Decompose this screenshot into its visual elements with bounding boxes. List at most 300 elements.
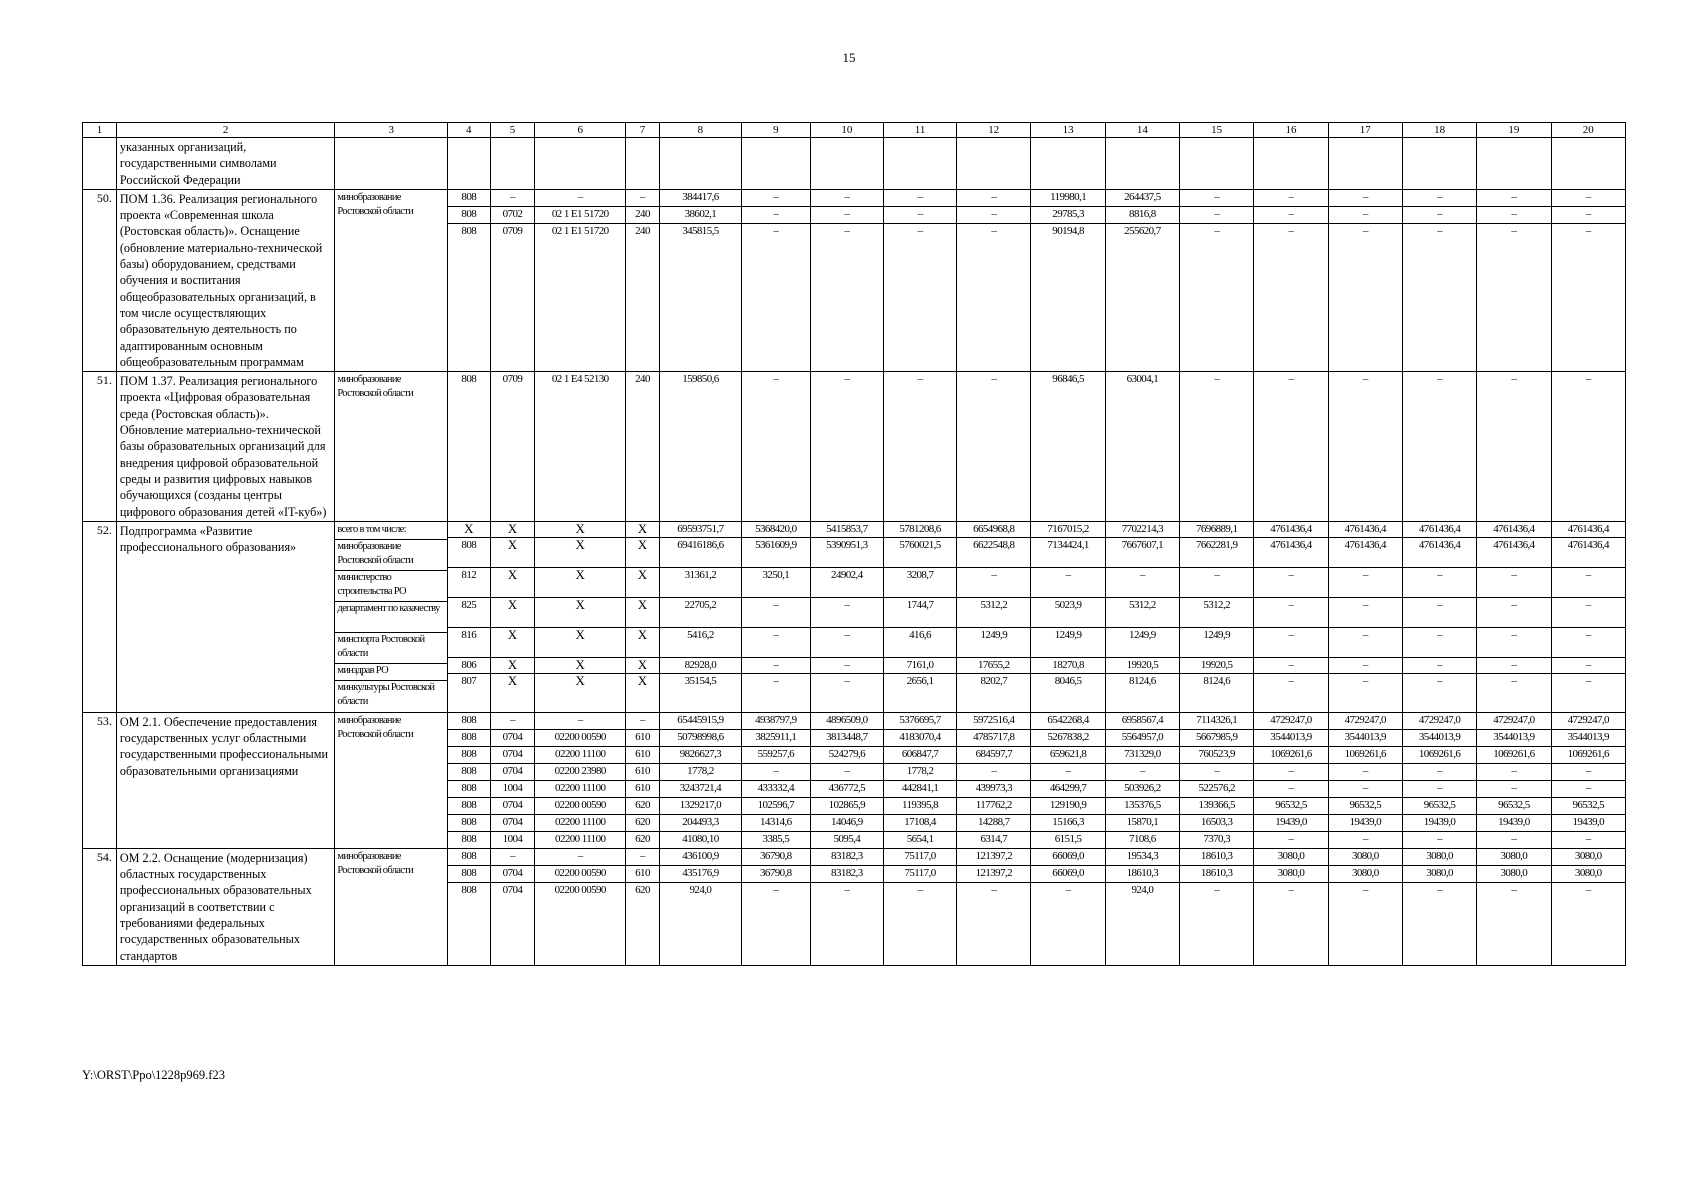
value: 96532,5 (1254, 797, 1327, 814)
value: 75117,0 (884, 849, 956, 866)
value-cell (883, 189, 956, 371)
value: 5312,2 (1180, 597, 1253, 627)
value: 808 (448, 713, 490, 730)
value: – (1362, 373, 1368, 386)
value: 436100,9 (660, 849, 741, 866)
value: 204493,3 (660, 814, 741, 831)
value: 3544013,9 (1403, 729, 1476, 746)
value-cell (659, 372, 741, 522)
value-cell (447, 372, 490, 522)
value: 6958567,4 (1106, 713, 1179, 730)
value: 4729247,0 (1329, 713, 1402, 730)
value: 4761436,4 (1477, 522, 1550, 538)
value: – (844, 224, 850, 237)
value: 1069261,6 (1329, 746, 1402, 763)
value: 5760021,5 (884, 537, 956, 567)
value: 19439,0 (1403, 814, 1476, 831)
value: 807 (461, 674, 477, 687)
value-cell (810, 138, 883, 190)
column-header: 8 (659, 123, 741, 138)
value: 7161,0 (884, 657, 956, 673)
value: – (1329, 190, 1402, 207)
value: 75117,0 (884, 865, 956, 882)
value-cell (1105, 848, 1179, 965)
value: – (811, 190, 883, 207)
value-cell (626, 372, 660, 522)
value: 5564957,0 (1106, 729, 1179, 746)
value: 610 (626, 729, 659, 746)
value: – (773, 373, 779, 386)
value: 610 (626, 780, 659, 797)
row-number: 50. (83, 189, 117, 371)
value: 96532,5 (1552, 797, 1625, 814)
value: X (626, 657, 659, 673)
column-header: 11 (883, 123, 956, 138)
value: 7134424,1 (1031, 537, 1104, 567)
value-cell (883, 848, 956, 965)
value: – (1329, 763, 1402, 780)
executor-name: минобразование Ростовской области (337, 191, 413, 217)
value: X (491, 657, 535, 673)
row-number: 52. (83, 521, 117, 712)
column-header: 9 (741, 123, 810, 138)
value: 6622548,8 (957, 537, 1030, 567)
value: 6314,7 (980, 832, 1008, 845)
value: 5376695,7 (884, 713, 956, 730)
value-cell (1402, 189, 1476, 371)
value: 606847,7 (884, 746, 956, 763)
value: – (957, 206, 1030, 223)
measure-name: ПОМ 1.36. Реализация регионального проекта «Современная школа (Ростовская область)». Оснащение (обновление материально-технической базы) оборудованием, средствами обучения и воспитания общеобразовательных организаций, в том числе осуществляющих образовательную деятельность по адаптированным основным общеобразовательным программам (116, 189, 335, 371)
value: – (773, 224, 779, 237)
value: 3080,0 (1552, 849, 1625, 866)
value: X (575, 673, 585, 688)
value: 5361609,9 (742, 537, 810, 567)
executor-name: минобразование Ростовской области (337, 374, 413, 400)
value: 620 (626, 797, 659, 814)
value: 02200 11100 (535, 814, 625, 831)
value: 02 1 E1 51720 (551, 224, 609, 237)
value: 1004 (502, 832, 523, 845)
executor-name: минздрав РО (335, 664, 447, 681)
value: 0709 (502, 224, 523, 237)
value: – (1180, 567, 1253, 597)
value: – (1552, 206, 1625, 223)
value: 9826627,3 (660, 746, 741, 763)
value: 4729247,0 (1552, 713, 1625, 730)
value-cell (1254, 521, 1328, 712)
value: 808 (448, 746, 490, 763)
executor-name: минобразование Ростовской области (337, 714, 413, 740)
value: 3080,0 (1329, 849, 1402, 866)
value: X (535, 597, 625, 627)
value: X (491, 522, 535, 538)
value: 4761436,4 (1552, 522, 1625, 538)
value: – (884, 206, 956, 223)
value-cell (1551, 848, 1625, 965)
value: 29785,3 (1031, 206, 1104, 223)
value: 02200 11100 (535, 780, 625, 797)
table-row (83, 712, 1626, 848)
value: 240 (626, 206, 659, 223)
value: 812 (448, 567, 490, 597)
value: – (1511, 883, 1517, 896)
value-cell (659, 189, 741, 371)
responsible-executor (335, 189, 448, 371)
value: 121397,2 (957, 849, 1030, 866)
value: 7696889,1 (1180, 522, 1253, 538)
value: 02200 00590 (535, 797, 625, 814)
value: 119980,1 (1031, 190, 1104, 207)
value: – (1511, 674, 1517, 687)
value-cell (1402, 712, 1476, 848)
value: – (1254, 567, 1327, 597)
value: 1069261,6 (1552, 746, 1625, 763)
column-header: 12 (957, 123, 1031, 138)
value: 6654968,8 (957, 522, 1030, 538)
value-cell (1031, 189, 1105, 371)
value: – (1585, 832, 1591, 845)
value: 0704 (491, 763, 535, 780)
value: 3080,0 (1477, 849, 1550, 866)
value: 0704 (491, 797, 535, 814)
value-cell (1402, 848, 1476, 965)
value: 1778,2 (660, 763, 741, 780)
value: 83182,3 (811, 865, 883, 882)
value: 4785717,8 (957, 729, 1030, 746)
column-header: 5 (490, 123, 535, 138)
value: 119395,8 (884, 797, 956, 814)
value-cell (1402, 521, 1476, 712)
value-cell (1180, 189, 1254, 371)
value: 17655,2 (957, 657, 1030, 673)
value: – (1585, 674, 1591, 687)
value: – (917, 373, 923, 386)
column-header: 15 (1180, 123, 1254, 138)
value-cell (883, 372, 956, 522)
measure-name: ОМ 2.2. Оснащение (модернизация) областных государственных профессиональных образовательных организаций в соответствии с требованиями федеральных государственных образовательных стандартов (116, 848, 335, 965)
value-cell (1105, 189, 1179, 371)
table-row (83, 138, 1626, 190)
value-cell (1328, 372, 1402, 522)
value: X (626, 597, 659, 627)
value-cell (626, 712, 660, 848)
value: 808 (461, 883, 477, 896)
value: – (1254, 627, 1327, 657)
value: – (1437, 832, 1443, 845)
value: 416,6 (884, 627, 956, 657)
value: 4761436,4 (1477, 537, 1550, 567)
value: – (535, 190, 625, 207)
value: – (1403, 190, 1476, 207)
value: X (626, 627, 659, 657)
value: X (626, 537, 659, 567)
value: 1249,9 (1180, 627, 1253, 657)
column-header: 18 (1402, 123, 1476, 138)
value: – (742, 206, 810, 223)
value: 24902,4 (811, 567, 883, 597)
value: – (1254, 597, 1327, 627)
value: – (1511, 224, 1517, 237)
value: 8046,5 (1054, 674, 1082, 687)
value: – (1031, 567, 1104, 597)
value: 4938797,9 (742, 713, 810, 730)
value: 69593751,7 (660, 522, 741, 538)
value: 1069261,6 (1254, 746, 1327, 763)
value: 7108,6 (1129, 832, 1156, 845)
row-number: 53. (83, 712, 117, 848)
value-cell (1551, 521, 1625, 712)
value-cell (1180, 521, 1254, 712)
value-cell (957, 848, 1031, 965)
value: 135376,5 (1106, 797, 1179, 814)
table-row (83, 189, 1626, 371)
value: – (1329, 780, 1402, 797)
value: 4761436,4 (1254, 522, 1327, 538)
value: – (1214, 224, 1220, 237)
value: – (1106, 763, 1179, 780)
value: 22705,2 (660, 597, 741, 627)
value-cell (741, 138, 810, 190)
value: 66069,0 (1031, 865, 1104, 882)
value: 8124,6 (1129, 674, 1156, 687)
value: – (1288, 832, 1294, 845)
value: 6151,5 (1054, 832, 1082, 845)
value: – (491, 713, 535, 730)
value: 808 (448, 849, 490, 866)
row-number: 54. (83, 848, 117, 965)
value: X (507, 673, 518, 688)
value: 5023,9 (1031, 597, 1104, 627)
value: X (491, 627, 535, 657)
value: – (1477, 780, 1550, 797)
value: 5667985,9 (1180, 729, 1253, 746)
header-row (83, 123, 1626, 138)
row-number: 51. (83, 372, 117, 522)
value: 4761436,4 (1403, 537, 1476, 567)
value: 159850,6 (682, 373, 719, 386)
value: – (957, 763, 1030, 780)
value: 3813448,7 (811, 729, 883, 746)
value: 7370,3 (1203, 832, 1230, 845)
value-cell (535, 189, 626, 371)
value-cell (1031, 521, 1105, 712)
value: 610 (626, 763, 659, 780)
value-cell (810, 189, 883, 371)
value-cell (1328, 712, 1402, 848)
value: 5390951,3 (811, 537, 883, 567)
value: – (844, 373, 850, 386)
value: – (1403, 657, 1476, 673)
value: 0702 (491, 206, 535, 223)
column-header: 20 (1551, 123, 1625, 138)
value: 433332,4 (742, 780, 810, 797)
value-cell (535, 138, 626, 190)
value: 1744,7 (884, 597, 956, 627)
value: 3825911,1 (742, 729, 810, 746)
value-cell (447, 189, 490, 371)
value-cell (447, 138, 490, 190)
value-cell (535, 712, 626, 848)
value-cell (490, 848, 535, 965)
value-cell (1180, 712, 1254, 848)
value: 7702214,3 (1106, 522, 1179, 538)
value: 808 (448, 729, 490, 746)
value: 4761436,4 (1254, 537, 1327, 567)
value: 0704 (491, 729, 535, 746)
value: – (1403, 206, 1476, 223)
value: 129190,9 (1031, 797, 1104, 814)
value: 436772,5 (811, 780, 883, 797)
value: 3544013,9 (1477, 729, 1550, 746)
value: 3080,0 (1552, 865, 1625, 882)
value: X (491, 537, 535, 567)
value: 3385,5 (762, 832, 790, 845)
value: 3080,0 (1254, 865, 1327, 882)
value-cell (741, 372, 810, 522)
value: – (1362, 832, 1368, 845)
value: 14288,7 (957, 814, 1030, 831)
value: 8202,7 (980, 674, 1008, 687)
value-cell (1105, 138, 1179, 190)
value-cell (810, 521, 883, 712)
value: – (1437, 674, 1443, 687)
value: – (1437, 883, 1443, 896)
value: 5312,2 (1106, 597, 1179, 627)
column-header: 17 (1328, 123, 1402, 138)
value: 3080,0 (1403, 865, 1476, 882)
value: 3208,7 (884, 567, 956, 597)
value: 4183070,4 (884, 729, 956, 746)
value: – (1106, 567, 1179, 597)
value: – (1214, 373, 1220, 386)
value-cell (1180, 372, 1254, 522)
value: 924,0 (1131, 883, 1154, 896)
value: – (1477, 567, 1550, 597)
value: – (1585, 883, 1591, 896)
value-cell (535, 848, 626, 965)
value: 620 (635, 883, 650, 896)
value: 117762,2 (957, 797, 1030, 814)
value: – (991, 883, 997, 896)
value: 90194,8 (1052, 224, 1084, 237)
value: – (1477, 190, 1550, 207)
value: 4761436,4 (1403, 522, 1476, 538)
value: 02 1 E1 51720 (535, 206, 625, 223)
value: 3544013,9 (1552, 729, 1625, 746)
value: 522576,2 (1180, 780, 1253, 797)
value: – (1552, 597, 1625, 627)
measure-name: ОМ 2.1. Обеспечение предоставления государственных услуг областными государственными профессиональными образовательными организациями (116, 712, 335, 848)
value: 18270,8 (1031, 657, 1104, 673)
value: 5654,1 (906, 832, 934, 845)
value: 139366,5 (1180, 797, 1253, 814)
column-header: 7 (626, 123, 660, 138)
budget-table (82, 122, 1626, 966)
value: 82928,0 (660, 657, 741, 673)
value-cell (741, 712, 810, 848)
value-cell (447, 712, 490, 848)
value: 1069261,6 (1403, 746, 1476, 763)
value-cell (1328, 848, 1402, 965)
value: 7167015,2 (1031, 522, 1104, 538)
value: 31361,2 (660, 567, 741, 597)
value-cell (957, 138, 1031, 190)
value: 66069,0 (1031, 849, 1104, 866)
value: 121397,2 (957, 865, 1030, 882)
value-cell (741, 848, 810, 965)
value: 1249,9 (957, 627, 1030, 657)
value: 3080,0 (1254, 849, 1327, 866)
value-cell (883, 521, 956, 712)
value: – (1585, 373, 1591, 386)
value: 3243721,4 (660, 780, 741, 797)
value-cell (1031, 848, 1105, 965)
table-row (83, 372, 1626, 522)
value: 240 (635, 224, 650, 237)
value: X (491, 567, 535, 597)
value: 5267838,2 (1031, 729, 1104, 746)
value-cell (1551, 189, 1625, 371)
value: – (1477, 597, 1550, 627)
value: 14046,9 (811, 814, 883, 831)
value: – (1329, 567, 1402, 597)
value: – (884, 190, 956, 207)
value: 02200 00590 (554, 883, 606, 896)
value: 1778,2 (884, 763, 956, 780)
value: 659621,8 (1031, 746, 1104, 763)
value: – (1477, 763, 1550, 780)
value: 3544013,9 (1329, 729, 1402, 746)
value-cell (810, 712, 883, 848)
value-cell (659, 848, 741, 965)
value: 18610,3 (1106, 865, 1179, 882)
value: 18610,3 (1180, 865, 1253, 882)
page-number: 15 (842, 50, 856, 65)
value: 02200 23980 (535, 763, 625, 780)
value-cell (1031, 372, 1105, 522)
value: 5415853,7 (811, 522, 883, 538)
value: 96532,5 (1403, 797, 1476, 814)
value: – (491, 190, 535, 207)
value: 825 (448, 597, 490, 627)
value: – (1214, 883, 1220, 896)
value: 808 (461, 373, 477, 386)
value-cell (626, 189, 660, 371)
value: – (1180, 190, 1253, 207)
value: 0704 (491, 746, 535, 763)
value: 16503,3 (1180, 814, 1253, 831)
value-cell (810, 848, 883, 965)
value-cell (659, 521, 741, 712)
value: – (1180, 763, 1253, 780)
value-cell (1477, 848, 1551, 965)
table-row (83, 848, 1626, 965)
executor-name: минспорта Ростовской области (335, 633, 447, 664)
value: – (1254, 190, 1327, 207)
value: – (1288, 373, 1294, 386)
column-header: 2 (116, 123, 335, 138)
value-cell (1180, 848, 1254, 965)
value-cell (741, 521, 810, 712)
value: 620 (635, 832, 650, 845)
value: 435176,9 (660, 865, 741, 882)
value: 524279,6 (811, 746, 883, 763)
value-cell (1254, 189, 1328, 371)
value: – (1329, 657, 1402, 673)
value: – (844, 883, 850, 896)
value-cell (447, 521, 490, 712)
